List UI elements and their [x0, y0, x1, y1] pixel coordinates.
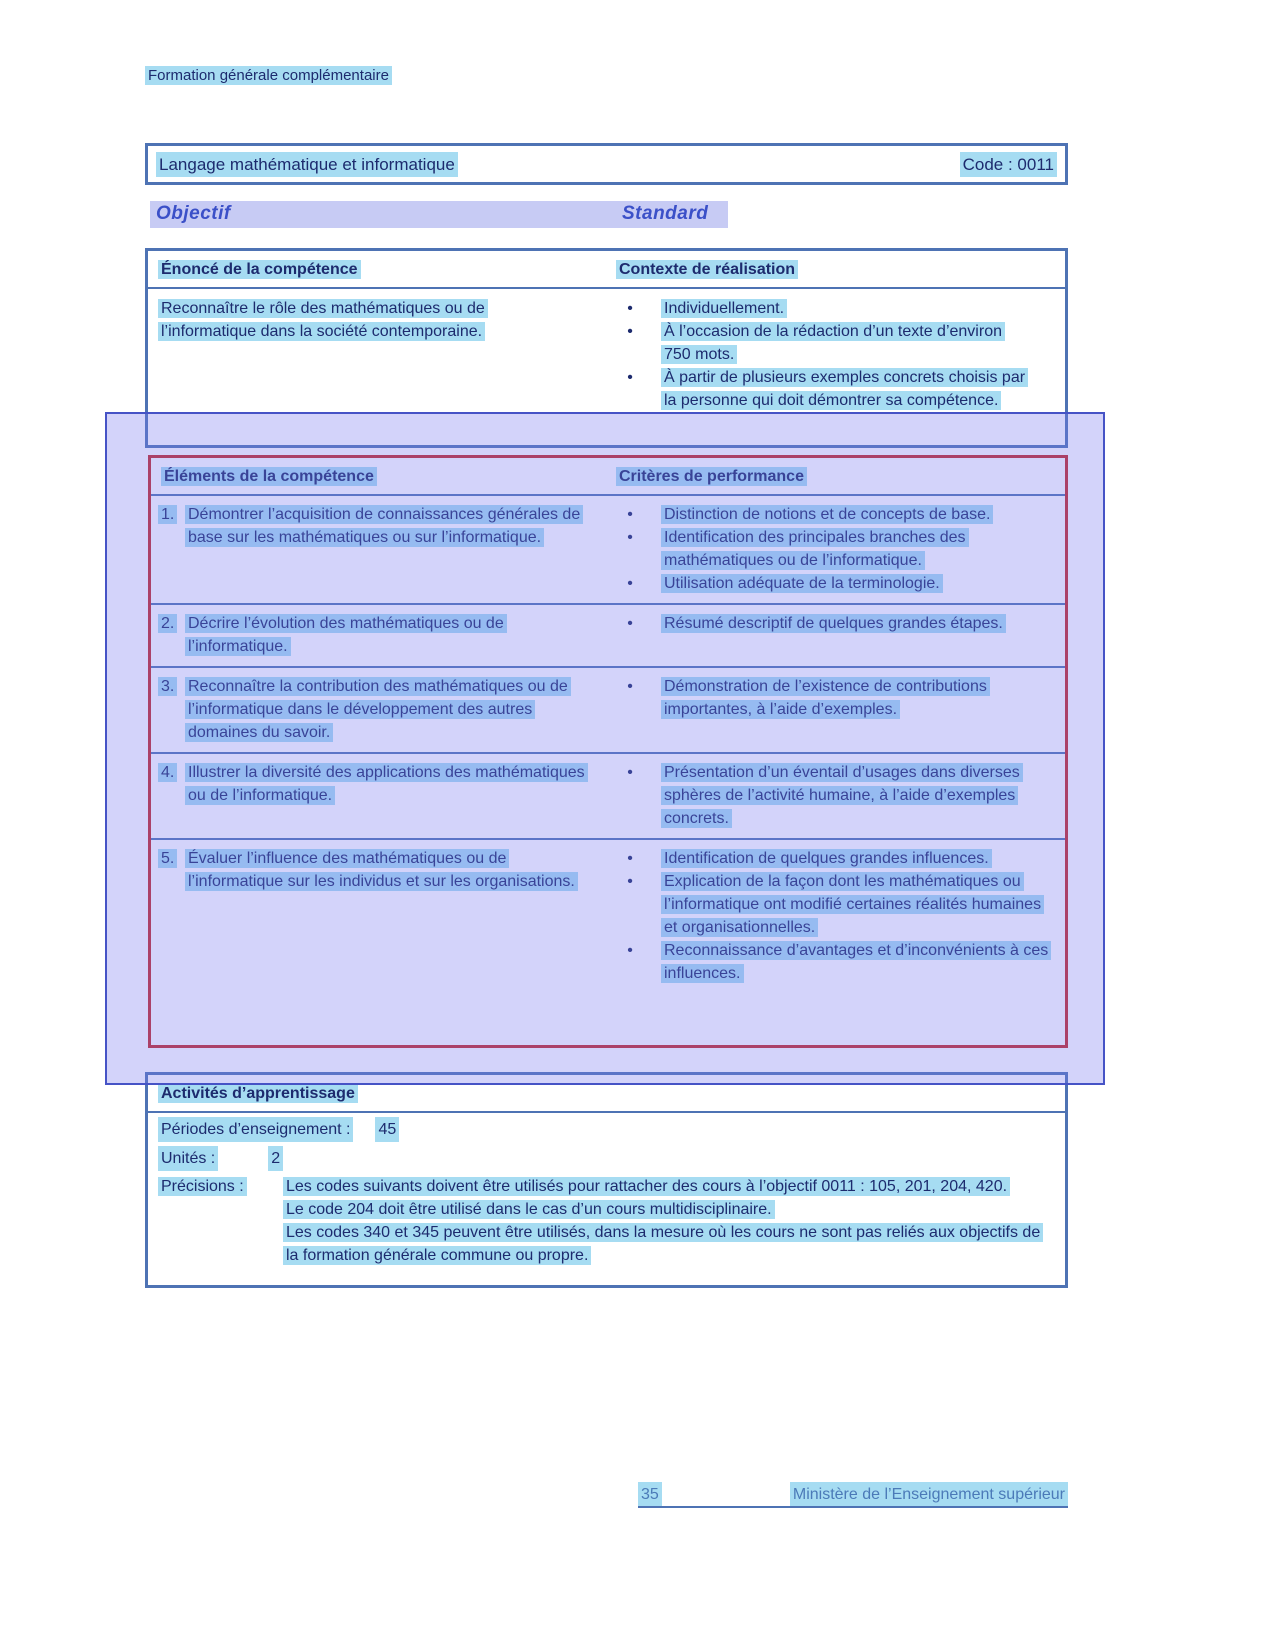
page-header [145, 64, 392, 87]
contexte-header: Contexte de réalisation [616, 260, 798, 279]
element-cell [151, 503, 616, 595]
table-row [151, 838, 1065, 993]
activities-row-precisions [148, 1175, 1065, 1267]
list-item [616, 870, 1057, 939]
footer-rule [638, 1506, 1068, 1508]
list-item [616, 572, 1057, 595]
page-header-text: Formation générale complémentaire [145, 66, 392, 85]
table-row [151, 666, 1065, 752]
bullet-icon [623, 612, 637, 635]
units-value: 2 [268, 1146, 283, 1171]
element-text: Reconnaître la contribution des mathématiques ou de l’informatique dans le développement des autres domaines du savoir. [185, 677, 571, 742]
course-code: Code : 0011 [960, 152, 1057, 177]
bullet-icon [623, 572, 637, 595]
bullet-icon [623, 526, 637, 572]
list-item [616, 847, 1057, 870]
criterion-text: Résumé descriptif de quelques grandes étapes. [661, 614, 1006, 633]
bullet-icon [623, 297, 637, 320]
list-item [616, 320, 1065, 366]
list-item [616, 939, 1057, 985]
element-text: Illustrer la diversité des applications des mathématiques ou de l’informatique. [185, 763, 588, 805]
criterion-text: Identification des principales branches des mathématiques ou de l’informatique. [661, 528, 969, 570]
row-number: 2. [158, 614, 177, 633]
row-number: 5. [158, 849, 177, 868]
objectif-label: Objectif [156, 203, 231, 224]
table-row [151, 752, 1065, 838]
activities-row-periods [148, 1117, 1065, 1142]
enonce-header: Énoncé de la compétence [158, 260, 361, 279]
criterion-text: Reconnaissance d’avantages et d’inconvénients à ces influences. [661, 941, 1051, 983]
row-number: 4. [158, 763, 177, 782]
precisions-text [283, 1175, 1051, 1267]
context-item: À partir de plusieurs exemples concrets choisis par la personne qui doit démontrer sa compétence. [661, 368, 1028, 410]
activities-row-units [148, 1146, 1065, 1171]
criterion-text: Explication de la façon dont les mathématiques ou l’informatique ont modifié certaines réalités humaines et organisationnelles. [661, 872, 1044, 937]
units-label: Unités : [158, 1146, 218, 1171]
element-text: Évaluer l’influence des mathématiques ou de l’informatique sur les individus et sur les organisations. [185, 849, 578, 891]
criteres-header: Critères de performance [616, 467, 807, 486]
periods-value: 45 [375, 1117, 399, 1142]
bullet-icon [623, 320, 637, 366]
criterion-text: Démonstration de l’existence de contributions importantes, à l’aide d’exemples. [661, 677, 990, 719]
criteria-cell [616, 675, 1065, 744]
table-row [151, 603, 1065, 666]
list-item [616, 612, 1057, 635]
elements-table [148, 455, 1068, 1048]
precision-line: Les codes 340 et 345 peuvent être utilisés, dans la mesure où les cours ne sont pas reliés aux objectifs de la formation générale commune ou propre. [283, 1223, 1043, 1265]
competence-statement: Reconnaître le rôle des mathématiques ou de l’informatique dans la société contemporaine. [158, 299, 488, 341]
bullet-icon [623, 503, 637, 526]
precisions-label: Précisions : [158, 1177, 247, 1196]
criteria-cell [616, 847, 1065, 985]
table-row [151, 496, 1065, 603]
list-item [616, 366, 1065, 412]
criterion-text: Présentation d’un éventail d’usages dans diverses sphères de l’activité humaine, à l’aide d’exemples concrets. [661, 763, 1023, 828]
row-number: 1. [158, 505, 177, 524]
bullet-icon [623, 847, 637, 870]
title-bar [145, 143, 1068, 185]
section-label-band [150, 201, 728, 228]
list-item [616, 503, 1057, 526]
competence-statement-cell [148, 297, 616, 412]
criterion-text: Utilisation adéquate de la terminologie. [661, 574, 943, 593]
bullet-icon [623, 870, 637, 939]
criteria-cell [616, 503, 1065, 595]
list-item [616, 761, 1057, 830]
criteria-cell [616, 612, 1065, 658]
standard-label: Standard [622, 203, 709, 224]
contexte-cell [616, 297, 1065, 412]
competence-table-body [148, 289, 1065, 412]
list-item [616, 297, 1065, 320]
element-cell [151, 612, 616, 658]
context-item: Individuellement. [661, 299, 787, 318]
course-title: Langage mathématique et informatique [156, 152, 458, 177]
elements-header: Éléments de la compétence [161, 467, 377, 486]
activities-table-header [148, 1075, 1065, 1113]
precision-line: Les codes suivants doivent être utilisés pour rattacher des cours à l’objectif 0011 : 105, 201, 204, 420. [283, 1177, 1010, 1196]
bullet-icon [623, 939, 637, 985]
bullet-icon [623, 761, 637, 830]
page-footer [638, 1482, 1068, 1507]
row-number: 3. [158, 677, 177, 696]
activities-header: Activités d’apprentissage [158, 1084, 358, 1103]
competence-table [145, 248, 1068, 448]
page-number: 35 [638, 1482, 662, 1507]
element-cell [151, 847, 616, 985]
criterion-text: Distinction de notions et de concepts de base. [661, 505, 993, 524]
element-cell [151, 675, 616, 744]
element-text: Démontrer l’acquisition de connaissances générales de base sur les mathématiques ou sur l’informatique. [185, 505, 583, 547]
bullet-icon [623, 366, 637, 412]
criterion-text: Identification de quelques grandes influences. [661, 849, 992, 868]
ministry-label: Ministère de l’Enseignement supérieur [790, 1482, 1068, 1507]
list-item [616, 675, 1057, 721]
periods-label: Périodes d’enseignement : [158, 1117, 353, 1142]
list-item [616, 526, 1057, 572]
bullet-icon [623, 675, 637, 721]
elements-table-header [151, 458, 1065, 496]
context-item: À l’occasion de la rédaction d’un texte d’environ 750 mots. [661, 322, 1005, 364]
activities-table [145, 1072, 1068, 1288]
competence-table-header [148, 251, 1065, 289]
criteria-cell [616, 761, 1065, 830]
element-cell [151, 761, 616, 830]
element-text: Décrire l’évolution des mathématiques ou de l’informatique. [185, 614, 507, 656]
precision-line: Le code 204 doit être utilisé dans le cas d’un cours multidisciplinaire. [283, 1200, 775, 1219]
